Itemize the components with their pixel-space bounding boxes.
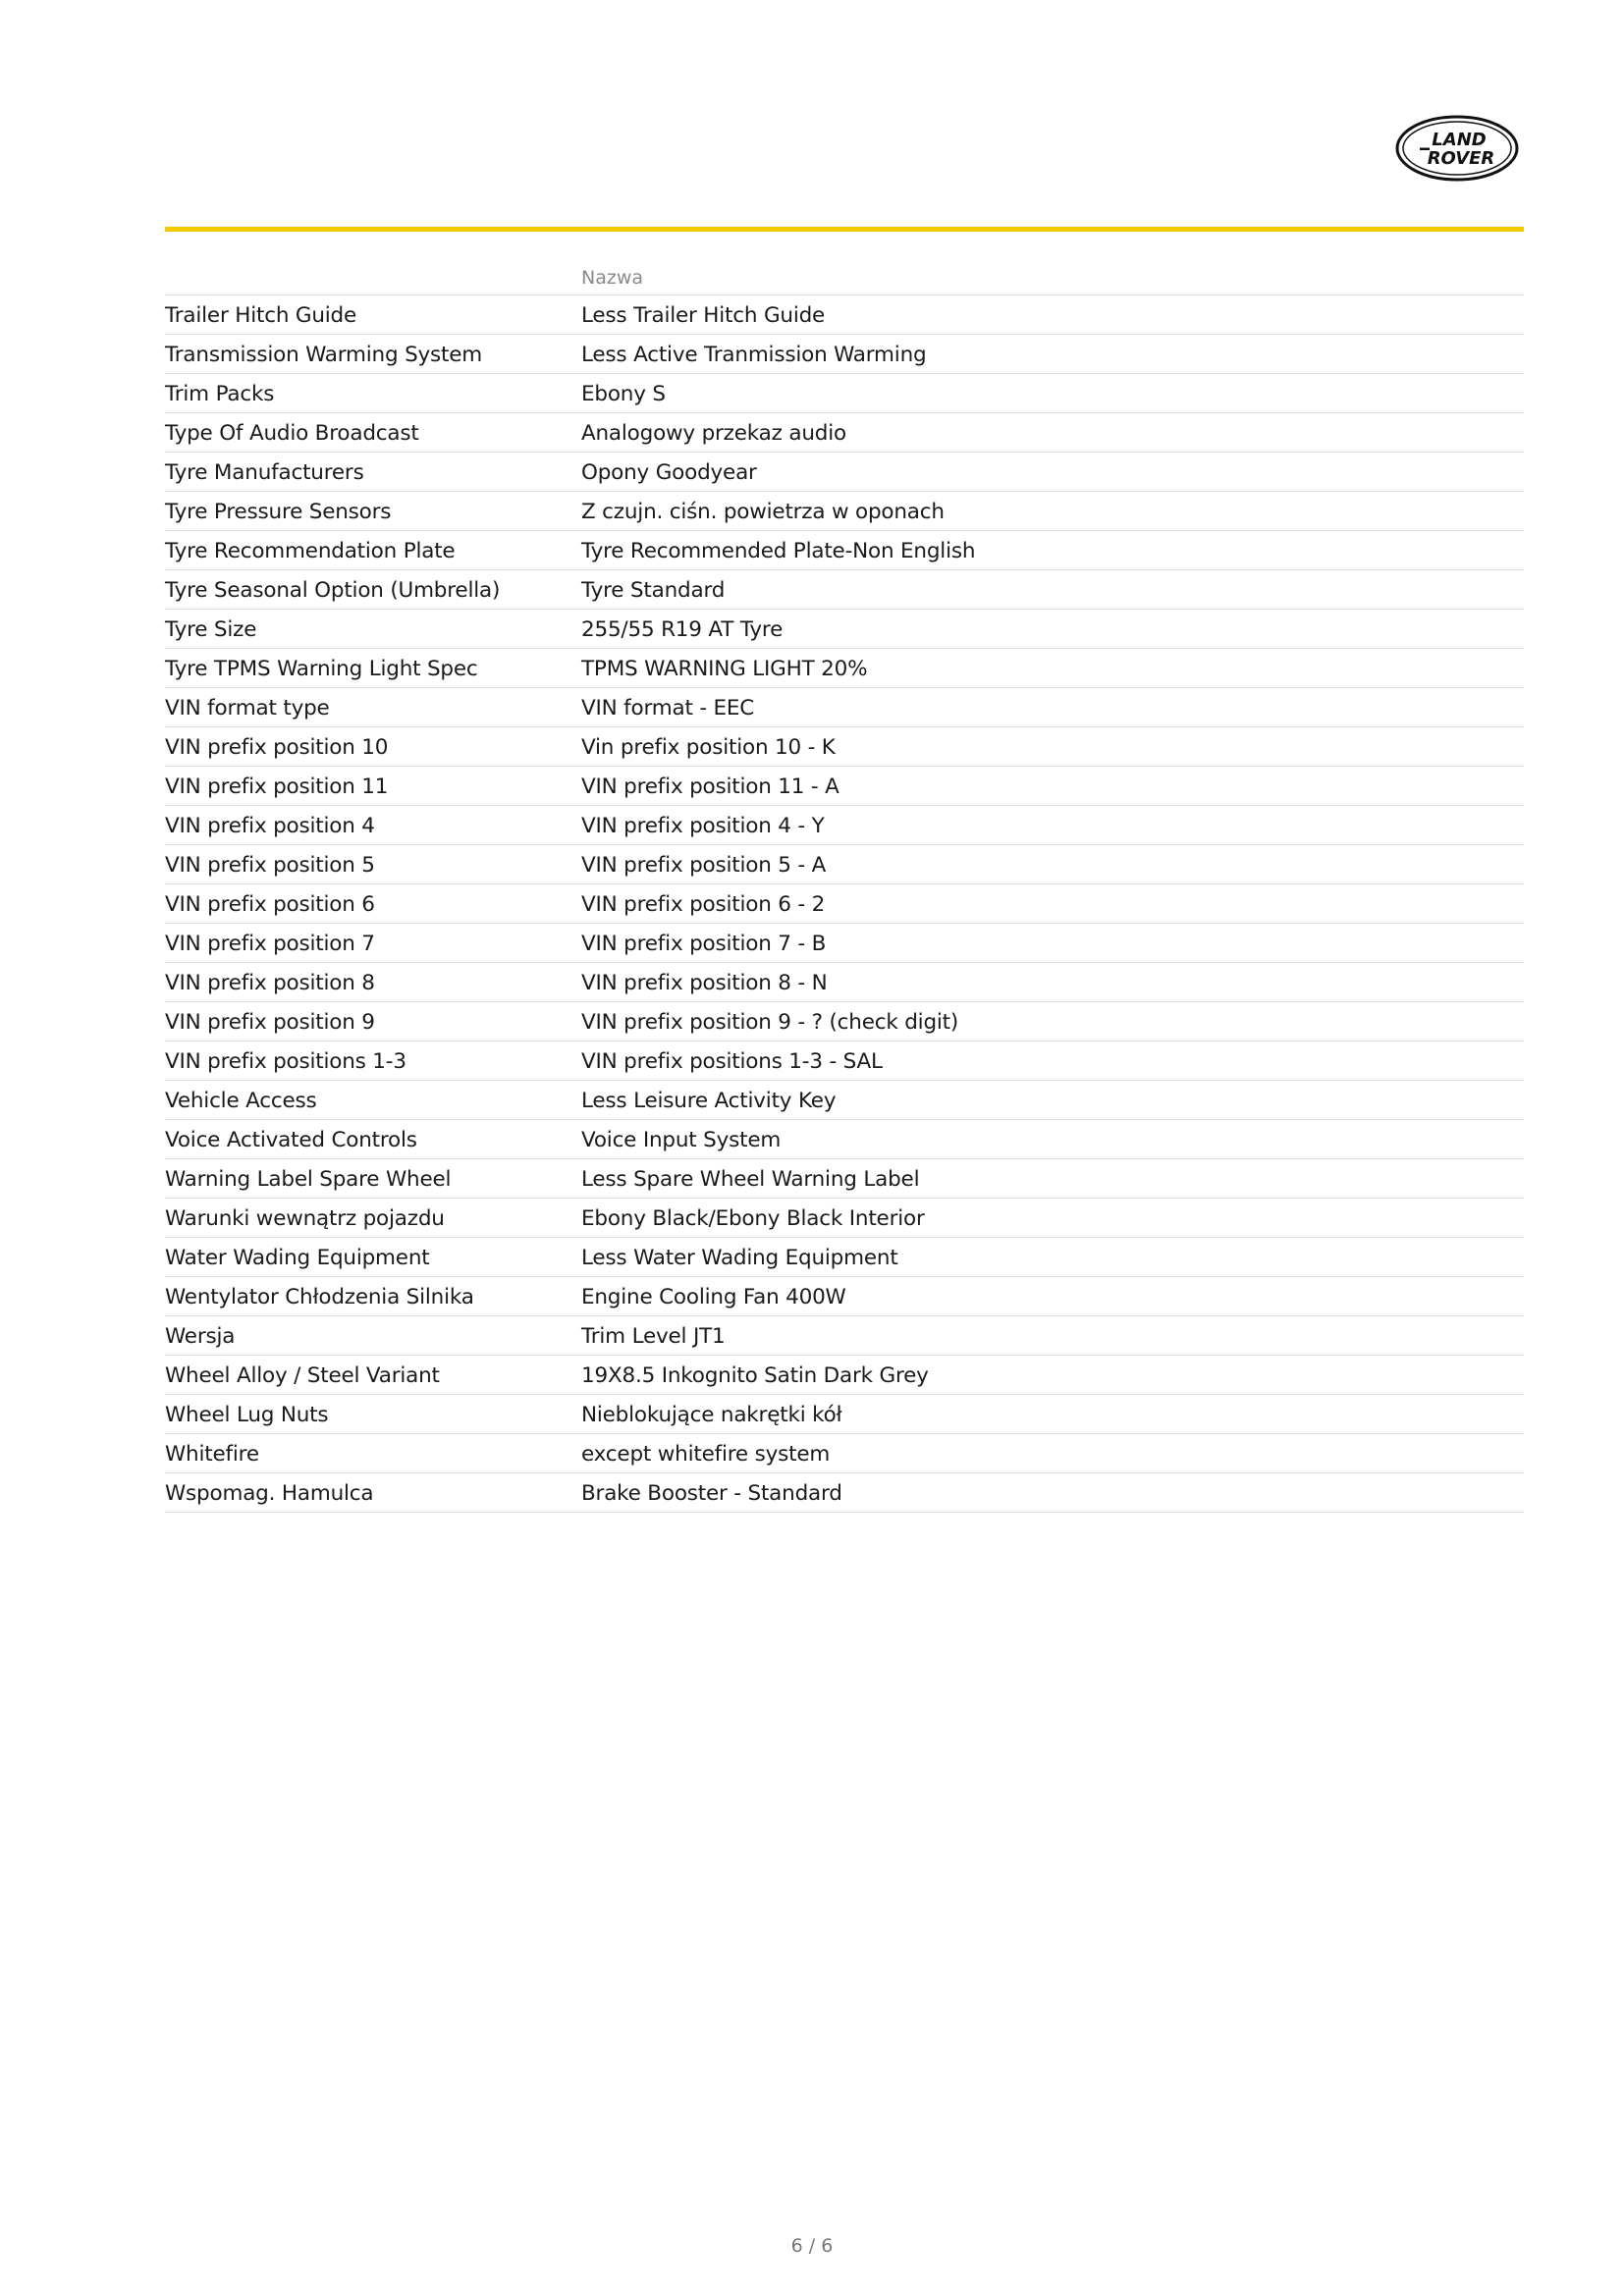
row-value: Less Leisure Activity Key (581, 1089, 837, 1113)
table-row (165, 570, 1524, 610)
row-value: Opony Goodyear (581, 460, 757, 485)
row-value: Less Water Wading Equipment (581, 1246, 898, 1270)
row-label: Tyre Pressure Sensors (165, 500, 392, 524)
row-value: 19X8.5 Inkognito Satin Dark Grey (581, 1363, 929, 1388)
row-label: Tyre Seasonal Option (Umbrella) (165, 578, 501, 603)
row-value: Voice Input System (581, 1128, 782, 1152)
row-value: Z czujn. ciśn. powietrza w oponach (581, 500, 945, 524)
row-label: Warunki wewnątrz pojazdu (165, 1206, 445, 1231)
row-label: Trim Packs (165, 382, 275, 406)
row-label: VIN prefix position 6 (165, 892, 375, 917)
row-value: Tyre Standard (581, 578, 726, 603)
row-label: Transmission Warming System (165, 343, 483, 367)
table-row (165, 1238, 1524, 1277)
table-row (165, 374, 1524, 413)
table-row (165, 1041, 1524, 1081)
row-label: Wheel Lug Nuts (165, 1403, 329, 1427)
table-row (165, 610, 1524, 649)
table-row (165, 649, 1524, 688)
row-value: Brake Booster - Standard (581, 1481, 842, 1506)
row-value: Trim Level JT1 (581, 1324, 726, 1349)
table-row (165, 1159, 1524, 1199)
row-value: 255/55 R19 AT Tyre (581, 617, 784, 642)
row-value: VIN prefix position 4 - Y (581, 814, 825, 838)
table-row (165, 963, 1524, 1002)
column-header-name: Nazwa (581, 267, 644, 289)
table-row (165, 1081, 1524, 1120)
row-value: Vin prefix position 10 - K (581, 735, 836, 760)
row-value: VIN prefix position 7 - B (581, 932, 827, 956)
logo-text-land: LAND (1432, 130, 1487, 150)
table-row (165, 1434, 1524, 1473)
table-row (165, 1120, 1524, 1159)
table-row (165, 688, 1524, 727)
row-label: Tyre TPMS Warning Light Spec (165, 657, 478, 681)
row-value: VIN prefix positions 1-3 - SAL (581, 1049, 883, 1074)
row-label: VIN prefix positions 1-3 (165, 1049, 406, 1074)
row-value: VIN prefix position 9 - ? (check digit) (581, 1010, 959, 1035)
row-value: Engine Cooling Fan 400W (581, 1285, 846, 1309)
row-value: VIN prefix position 6 - 2 (581, 892, 826, 917)
land-rover-logo-graphic (1394, 114, 1520, 183)
table-row (165, 453, 1524, 492)
row-value: VIN prefix position 8 - N (581, 971, 828, 995)
row-label: VIN prefix position 7 (165, 932, 375, 956)
row-label: Tyre Size (165, 617, 257, 642)
table-row (165, 295, 1524, 335)
row-label: Trailer Hitch Guide (165, 303, 357, 328)
table-row (165, 413, 1524, 453)
land-rover-logo (1394, 114, 1520, 183)
row-label: Vehicle Access (165, 1089, 317, 1113)
table-row (165, 492, 1524, 531)
page-indicator: 6 / 6 (790, 2235, 834, 2257)
row-label: VIN prefix position 5 (165, 853, 375, 878)
table-row (165, 1473, 1524, 1513)
table-row (165, 884, 1524, 924)
spec-table (165, 257, 1524, 1513)
row-label: VIN prefix position 9 (165, 1010, 375, 1035)
row-label: Whitefire (165, 1442, 259, 1467)
table-row (165, 1002, 1524, 1041)
row-value: Analogowy przekaz audio (581, 421, 846, 446)
row-label: Tyre Manufacturers (165, 460, 364, 485)
row-value: VIN prefix position 11 - A (581, 774, 839, 799)
row-value: TPMS WARNING LIGHT 20% (581, 657, 868, 681)
table-row (165, 806, 1524, 845)
table-row (165, 924, 1524, 963)
row-value: Nieblokujące nakrętki kół (581, 1403, 842, 1427)
logo-text-rover: ROVER (1427, 148, 1495, 169)
row-value: VIN prefix position 5 - A (581, 853, 827, 878)
table-row (165, 767, 1524, 806)
table-row (165, 335, 1524, 374)
table-row (165, 1316, 1524, 1356)
table-body (165, 295, 1524, 1513)
table-row (165, 727, 1524, 767)
row-label: VIN prefix position 8 (165, 971, 375, 995)
row-value: Less Trailer Hitch Guide (581, 303, 826, 328)
table-row (165, 1277, 1524, 1316)
header-accent-rule (165, 227, 1524, 232)
row-value: Less Spare Wheel Warning Label (581, 1167, 920, 1192)
row-label: Wheel Alloy / Steel Variant (165, 1363, 440, 1388)
table-row (165, 845, 1524, 884)
row-label: Warning Label Spare Wheel (165, 1167, 452, 1192)
row-label: VIN prefix position 11 (165, 774, 389, 799)
row-value: VIN format - EEC (581, 696, 755, 721)
row-label: VIN prefix position 4 (165, 814, 375, 838)
row-label: VIN prefix position 10 (165, 735, 389, 760)
row-label: Water Wading Equipment (165, 1246, 430, 1270)
table-row (165, 1199, 1524, 1238)
row-value: Ebony Black/Ebony Black Interior (581, 1206, 925, 1231)
table-row (165, 531, 1524, 570)
table-row (165, 1395, 1524, 1434)
row-label: Wentylator Chłodzenia Silnika (165, 1285, 474, 1309)
row-value: Ebony S (581, 382, 666, 406)
row-label: Wspomag. Hamulca (165, 1481, 374, 1506)
table-header-row (165, 257, 1524, 295)
row-value: except whitefire system (581, 1442, 831, 1467)
row-value: Less Active Tranmission Warming (581, 343, 927, 367)
row-label: VIN format type (165, 696, 330, 721)
row-label: Tyre Recommendation Plate (165, 539, 456, 563)
row-value: Tyre Recommended Plate-Non English (581, 539, 976, 563)
row-label: Wersja (165, 1324, 236, 1349)
table-row (165, 1356, 1524, 1395)
row-label: Voice Activated Controls (165, 1128, 417, 1152)
row-label: Type Of Audio Broadcast (165, 421, 419, 446)
